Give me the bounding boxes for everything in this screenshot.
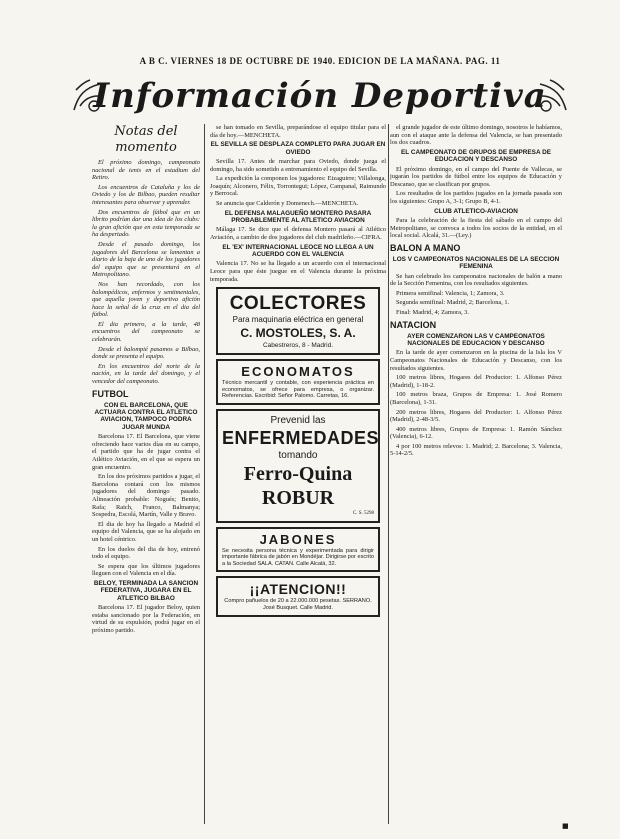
ad-line: Para maquinaria eléctrica en general (232, 315, 364, 325)
column-3 (390, 124, 562, 834)
ad-line: tomando (278, 449, 318, 461)
ad-colectores (216, 287, 380, 355)
column-2 (210, 124, 386, 834)
ad-product: Ferro-Quina ROBUR (243, 462, 353, 509)
ad-atencion (216, 576, 380, 616)
headline: LOS V CAMPEONATOS NACIONALES DE LA SECCION FEMENINA (392, 255, 560, 271)
paragraph: Primera semifinal: Valencia, 1; Zamora, 3. (396, 289, 505, 297)
column-rule (388, 124, 389, 824)
paragraph: La expedición la componen los jugadores: Eizaguirre; Villalonga, Joaquín; Alconero, Félix, Torrontegui; López, Campanal, Raimundo y Berrocal. (210, 175, 386, 198)
paragraph: Nos han recordado, con los balompédicos, enfermos y sentimentales, que aquella joven y deportiva afición hace la señal de la cruz en el dia del fútbol. (92, 280, 200, 319)
ornament-right-icon (534, 76, 570, 116)
paragraph: En los encuentros del norte de la nación, en la tarde del domingo, y el vencedor del campeonato. (92, 362, 200, 386)
paragraph: 100 metros libres, Hogares del Productor: 1. Alfonso Pérez (Madrid), 1-18-2. (390, 374, 562, 389)
paragraph: En los duelos del dia de hoy, entrenó todo el equipo. (92, 545, 200, 561)
paragraph: Se han celebrado los campeonatos nacionales de balón a mano de la Sección Femenina, con los resultados siguientes. (390, 272, 562, 288)
paragraph: el grande jugador de este último domingo, nosotros le habíamos, aun con el ataque ante la defensa del Valencia, se han presentado los dos cuadros. (390, 124, 562, 147)
paragraph: El próximo domingo, en el campo del Puente de Vallecas, se jugarán los partidos de fútbol entre los equipos de Educación y Descanso, que se clasifican por grupos. (390, 165, 562, 188)
ad-text: Técnico mercantil y contable, con experiencia práctica en economatos, se ofrece para empresa, o organizar. Referencias. Escribid: Señor Palomo. Carretas, 16. (222, 380, 374, 400)
ad-title: JABONES (259, 531, 337, 547)
ad-title: COLECTORES (229, 293, 367, 315)
headline: CLUB ATLETICO-AVIACION (434, 207, 518, 215)
paragraph: En la tarde de ayer comenzaron en la piscina de la Isla los V Campeonatos Nacionales de Educación y Descanso, con los resultados siguientes. (390, 349, 562, 372)
headline: BELOY, TERMINADA LA SANCION FEDERATIVA, JUGARA EN EL ATLETICO BILBAO (93, 579, 199, 602)
paragraph: Dos encuentros de fútbol que en un librito podrían dar una idea de los clubs: la gran afición que en esta temporada se ha despertado. (92, 208, 200, 239)
paragraph: Para la celebración de la fiesta del sábado en el campo del Metropolitano, se convoca a todos los socios de la entidad, en el local social. Alcalá, 31.—(Ley.) (390, 216, 562, 240)
masthead (70, 70, 570, 122)
notas-title: Notas del momento (114, 124, 178, 155)
paragraph: Valencia 17. No se ha llegado a un acuerdo con el internacional Leoce para que éste juegue en el Valencia durante la próxima temporada. (210, 260, 386, 283)
paragraph: 400 metros libres, Grupos de Empresa: 1. Ramón Sánchez (Valencia), 6-12. (390, 425, 562, 441)
ad-text: Compro pañuelos de 20 a 22.000.000 pesetas. SERRANO. José Busquet. Calle Madrid. (224, 598, 372, 611)
headline: EL DEFENSA MALAGUEÑO MONTERO PASARA PROBABLEMENTE AL ATLETICO AVIACION (224, 209, 372, 224)
headline: AYER COMENZARON LAS V CAMPEONATOS NACIONALES DE EDUCACION Y DESCANSO (407, 332, 545, 347)
headline: EL CAMPEONATO DE GRUPOS DE EMPRESA DE EDUCACION Y DESCANSO (401, 148, 551, 164)
paragraph: Se anuncia que Calderón y Domenech.—MENCHETA. (216, 199, 359, 207)
paragraph: En los dos próximos partidos a jugar, el Barcelona contará con los mismos jugadores del domingo pasado. Alineación probable: Nogués; Benito, Rafa; Raich, Franco, Balmanya; Sospedra, Escolá, Martín, Valle y Bravo. (92, 473, 200, 519)
paragraph: Se espera que los últimos jugadores lleguen con el Valencia en el día. (92, 562, 200, 578)
ad-title: ¡¡ATENCION!! (249, 581, 347, 598)
paragraph: 4 por 100 metros relevos: 1. Madrid; 2. Barcelona; 3. Valencia, 5-14-2/5. (390, 442, 562, 458)
paragraph: 200 metros libres, Hogares del Productor: 1. Alfonso Pérez (Madrid), 2-48-3/5. (390, 408, 562, 424)
paragraph: Segunda semifinal: Madrid, 2; Barcelona, 1. (396, 299, 510, 307)
paragraph: 100 metros braza, Grupos de Empresa: 1. José Romero (Barcelona), 1-31. (390, 391, 562, 406)
running-head: A B C. VIERNES 18 DE OCTUBRE DE 1940. EDICION DE LA MAÑANA. PAG. 11 (139, 56, 501, 66)
page-bullet-icon: ■ (562, 822, 569, 830)
ad-enfermedades (216, 409, 380, 523)
column-rule (204, 124, 205, 824)
ad-jabones (216, 527, 380, 573)
paragraph: Los encuentros de Cataluña y los de Oviedo y los de Bilbao, pueden resultar interesantes para observar y aprender. (92, 183, 200, 206)
paragraph: Desde el pasado domingo, los jugadores del Barcelona se lamentan a diario de la baja de uno de los jugadores del equipo que se presentará en el Metropolitano. (92, 240, 200, 279)
headline: EL 'EX' INTERNACIONAL LEOCE NO LLEGA A UN ACUERDO CON EL VALENCIA (222, 243, 374, 258)
section-title-balon: BALON A MANO (390, 242, 461, 253)
paragraph: Barcelona 17. El jugador Beloy, quien estaba sancionado por la Federación, en virtud de su expulsión, podrá jugar en el próximo partido. (92, 604, 200, 634)
paragraph: Sevilla 17. Antes de marchar para Oviedo, donde juega el domingo, ha sido sometido a entrenamiento el equipo del Sevilla. (210, 158, 386, 173)
ad-text: Se necesita persona técnica y experimentada para dirigir importante fábrica de jabón en Mondéjar. Dirigirse por escrito a la Sociedad SALA. CATAN. Calle Alcalá, 32. (222, 547, 374, 567)
column-1 (92, 124, 200, 834)
paragraph: Barcelona 17. El Barcelona, que viene ofreciendo hace varios días en su campo, el partido que ha de jugar contra el Atlético Aviación, en el que se espera un gran encuentro. (92, 433, 200, 471)
ad-title: ECONOMATOS (241, 364, 355, 380)
ad-line: Prevenid las (270, 414, 326, 426)
paragraph: El dia de hoy ha llegado a Madrid el equipo del Valencia, que se ha alojado en un hotel céntrico. (92, 520, 200, 543)
paragraph: Málaga 17. Se dice que el defensa Montero pasará al Atlético Aviación, a cambio de dos jugadores del club madrileño.—CIFRA. (210, 226, 386, 241)
paragraph: Final: Madrid, 4; Zamora, 3. (396, 308, 469, 316)
ad-code: C. S. 5298 (352, 510, 374, 516)
paragraph: Los resultados de los partidos jugados en la jornada pasada son los siguientes: Grupo A, 3-1; Grupo B, 4-1. (390, 190, 562, 205)
section-title-futbol: FUTBOL (92, 388, 129, 399)
headline: EL SEVILLA SE DESPLAZA COMPLETO PARA JUGAR EN OVIEDO (210, 141, 386, 156)
ad-economatos (216, 359, 380, 405)
ad-company: C. MOSTOLES, S. A. (240, 326, 356, 341)
ad-address: Cabestreros, 8 - Madrid. (262, 342, 334, 350)
paragraph: El próximo domingo, campeonato nacional de tenis en el estadium del Retiro. (92, 159, 200, 182)
paragraph: El dia primero, a la tarde, 48 encuentros del campeonato se celebrarán. (92, 320, 200, 344)
paragraph: se han tomado en Sevilla, preparándose el equipo titular para el día de hoy.—MENCHETA. (210, 124, 386, 139)
headline: CON EL BARCELONA, QUE ACTUARA CONTRA EL ATLETICO AVIACION, TAMPOCO PODRA JUGAR MUNDA (94, 401, 198, 431)
paragraph: Desde el balompié pasamos a Bilbao, donde se presenta el equipo. (92, 345, 200, 361)
masthead-title: Información Deportiva (93, 76, 547, 116)
section-title-natacion: NATACION (390, 319, 437, 330)
ad-title: ENFERMEDADES (222, 427, 380, 448)
